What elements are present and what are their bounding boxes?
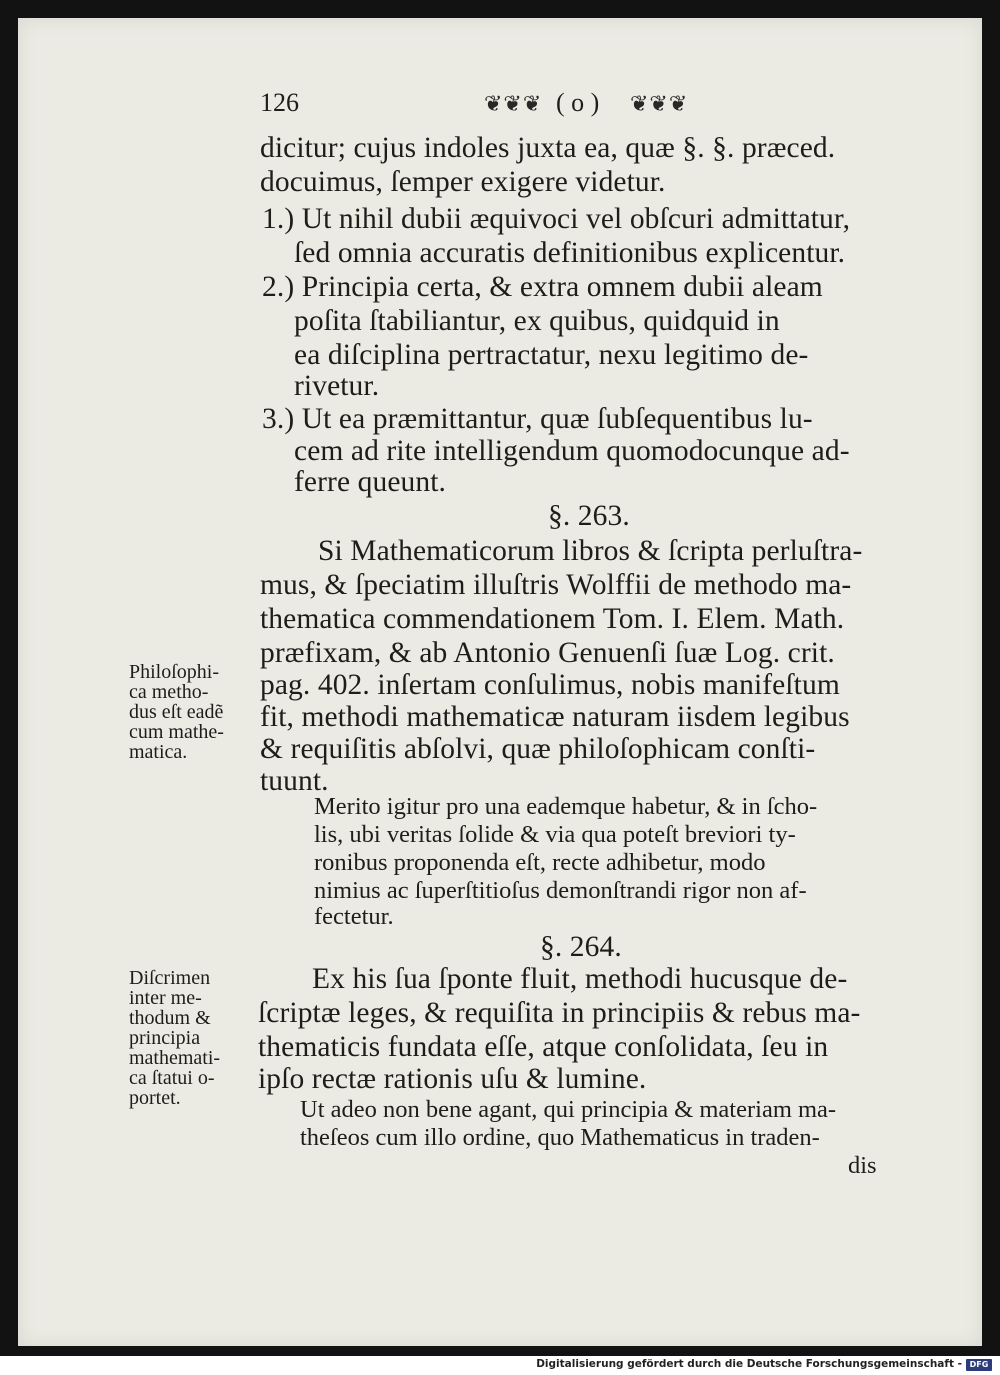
note-line: theſeos cum illo ordine, quo Mathematicus in traden- bbox=[300, 1124, 820, 1151]
note-line: Merito igitur pro una eademque habetur, & in ſcho- bbox=[314, 793, 818, 820]
marginal-note-line: principia bbox=[129, 1027, 201, 1049]
header-center-mark: ( o ) bbox=[556, 88, 600, 117]
list-item-2: 2.) Principia certa, & extra omnem dubii aleam bbox=[262, 271, 823, 303]
ornament-left-icon: ❦❦❦ bbox=[484, 92, 543, 117]
marginal-note-line: ca metho- bbox=[129, 681, 209, 703]
marginal-note-line: thodum & bbox=[129, 1007, 211, 1029]
section-heading-264: §. 264. bbox=[540, 931, 622, 963]
text-line: dicitur; cujus indoles juxta ea, quæ §. §. præced. bbox=[260, 132, 836, 164]
marginal-note-line: matica. bbox=[129, 741, 188, 763]
text-line: docuimus, ſemper exigere videtur. bbox=[260, 166, 666, 198]
book-page bbox=[18, 18, 982, 1346]
note-line: Ut adeo non bene agant, qui principia & materiam ma- bbox=[300, 1096, 837, 1123]
text-line: tuunt. bbox=[260, 765, 329, 797]
note-line: fectetur. bbox=[314, 903, 394, 930]
text-line: rivetur. bbox=[294, 370, 380, 402]
note-line: nimius ac ſuperſtitioſus demonſtrandi rigor non af- bbox=[314, 877, 807, 904]
text-line: Si Mathematicorum libros & ſcripta perluſtra- bbox=[318, 535, 863, 567]
footer-bar bbox=[0, 1356, 1000, 1375]
text-line: cem ad rite intelligendum quomodocunque ad- bbox=[294, 435, 850, 467]
list-item-1: 1.) Ut nihil dubii æquivoci vel obſcuri admittatur, bbox=[262, 203, 851, 235]
page-number: 126 bbox=[260, 88, 299, 117]
text-line: ipſo rectæ rationis uſu & lumine. bbox=[258, 1063, 647, 1095]
text-line: mus, & ſpeciatim illuſtris Wolffii de methodo ma- bbox=[260, 569, 852, 601]
marginal-note-line: Philoſophi- bbox=[129, 661, 220, 683]
marginal-note-line: ca ſtatui o- bbox=[129, 1067, 215, 1089]
note-line: ronibus proponenda eſt, recte adhibetur, modo bbox=[314, 849, 766, 876]
list-item-3: 3.) Ut ea præmittantur, quæ ſubſequentibus lu- bbox=[262, 403, 813, 435]
section-heading-263: §. 263. bbox=[548, 500, 630, 532]
text-line: ſed omnia accuratis definitionibus explicentur. bbox=[294, 237, 846, 269]
text-line: pag. 402. inſertam conſulimus, nobis manifeſtum bbox=[260, 669, 840, 701]
text-line: Ex his ſua ſponte fluit, methodi hucusque de- bbox=[312, 963, 848, 995]
text-line: thematicis fundata eſſe, atque conſolidata, ſeu in bbox=[258, 1031, 829, 1063]
marginal-note-line: portet. bbox=[129, 1087, 181, 1109]
dfg-logo-icon: DFG bbox=[966, 1359, 992, 1371]
footer-credit: Digitalisierung gefördert durch die Deutsche Forschungsgemeinschaft - bbox=[536, 1358, 962, 1370]
text-line: & requiſitis abſolvi, quæ philoſophicam conſti- bbox=[260, 733, 816, 765]
marginal-note-line: dus eſt eadẽ bbox=[129, 701, 224, 723]
ornament-right-icon: ❦❦❦ bbox=[630, 92, 689, 117]
catchword: dis bbox=[848, 1152, 877, 1179]
text-line: poſita ſtabiliantur, ex quibus, quidquid in bbox=[294, 305, 780, 337]
text-line: ferre queunt. bbox=[294, 466, 446, 498]
marginal-note-line: mathemati- bbox=[129, 1047, 221, 1069]
note-line: lis, ubi veritas ſolide & via qua poteſt breviori ty- bbox=[314, 821, 796, 848]
text-line: thematica commendationem Tom. I. Elem. Math. bbox=[260, 603, 845, 635]
text-line: ſcriptæ leges, & requiſita in principiis & rebus ma- bbox=[258, 997, 861, 1029]
text-line: fit, methodi mathematicæ naturam iisdem legibus bbox=[260, 701, 850, 733]
marginal-note-line: inter me- bbox=[129, 987, 202, 1009]
marginal-note-line: Diſcrimen bbox=[129, 967, 211, 989]
text-line: ea diſciplina pertractatur, nexu legitimo de- bbox=[294, 339, 809, 371]
text-line: præfixam, & ab Antonio Genuenſi ſuæ Log. crit. bbox=[260, 637, 835, 669]
marginal-note-line: cum mathe- bbox=[129, 721, 224, 743]
